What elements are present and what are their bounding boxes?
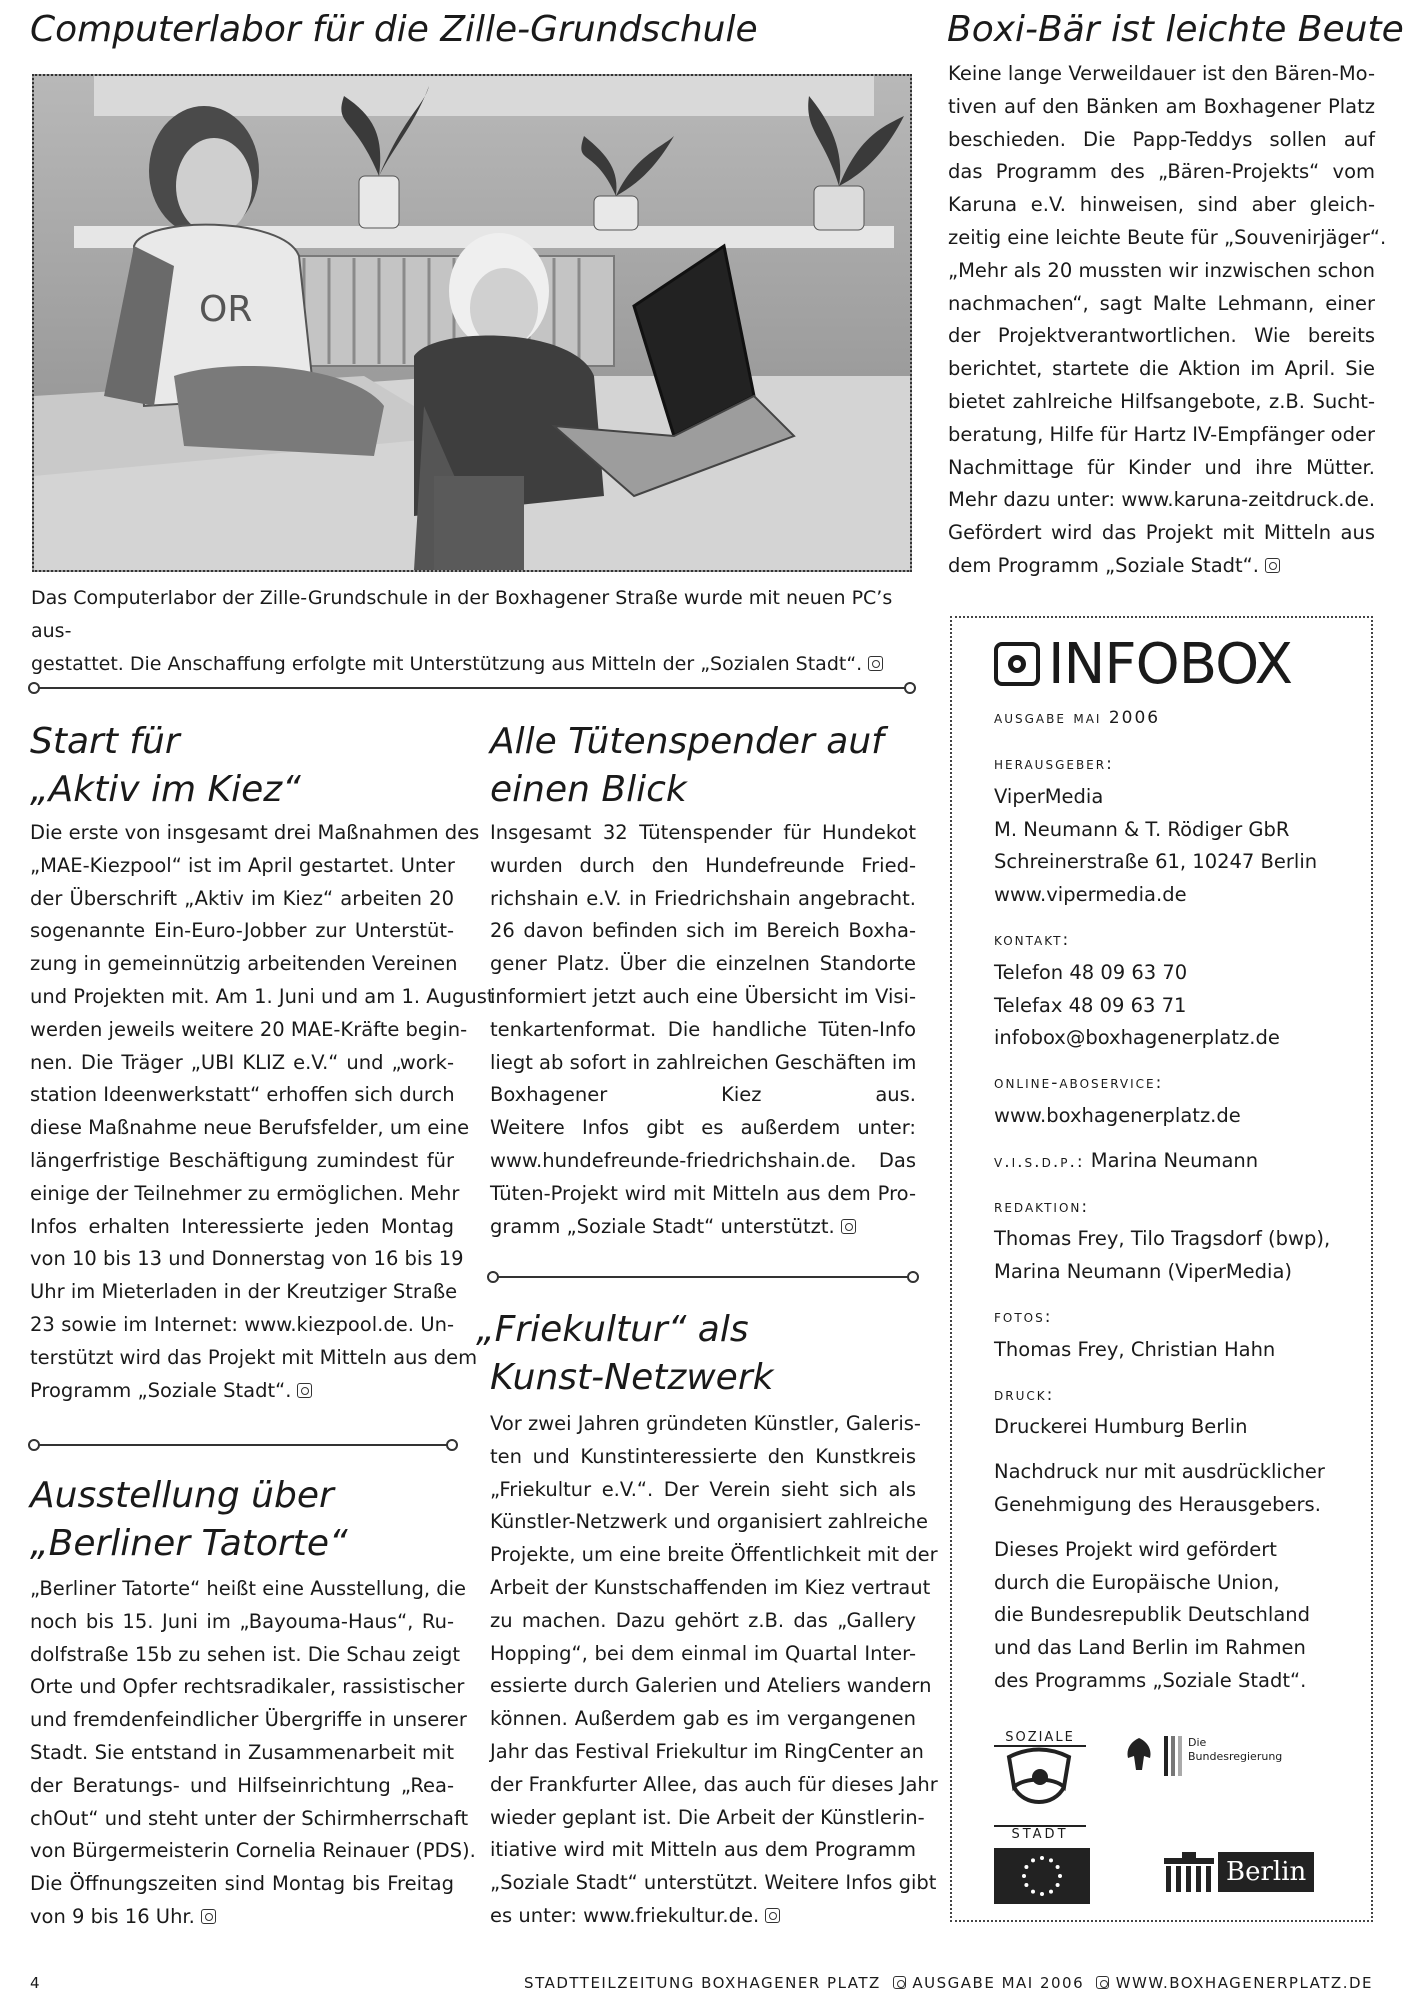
text-line: beschieden. Die Papp-Teddys sollen auf [948,127,1375,151]
classroom-photo [32,74,912,572]
text-line: Karuna e.V. hinweisen, sind aber gleich- [948,193,1375,217]
text-line: einige der Teilnehmer zu ermöglichen. Mehr [30,1181,460,1205]
text-line: Marina Neumann (ViperMedia) [994,1260,1293,1284]
text-line: von 10 bis 13 und Donnerstag von 16 bis 19 [30,1247,464,1271]
text-line: zung in gemeinnützig arbeitenden Vereinen [30,952,458,976]
tatorte-title [30,1472,348,1568]
friekultur-body [490,1408,938,1933]
foerderung-block [994,1534,1331,1698]
aktiv-title-line-2: „Aktiv im Kiez“ [30,769,301,810]
text-line: das Programm des „Bären-Projekts“ vom [948,160,1375,184]
aktiv-title-line-1: Start für [30,721,180,762]
tatorte-title-line-1: Ausstellung über [30,1475,334,1516]
text-line: Weitere Infos gibt es außerdem unter: [490,1116,916,1140]
text-line: Thomas Frey, Tilo Tragsdorf (bwp), [994,1227,1331,1251]
text-line: Orte und Opfer rechtsradikaler, rassistischer [30,1675,465,1699]
text-line: berichtet, startete die Aktion im April. Sie [948,357,1375,381]
text-line: von 9 bis 16 Uhr. [30,1901,454,1934]
fotos-label: fotos: [994,1306,1053,1327]
publisher-block [994,781,1331,912]
footer-separator-icon [1096,1976,1109,1989]
text-line: essierte durch Galerien und Ateliers wandern [490,1674,932,1698]
friekultur-title-line-1: „Friekultur“ als [476,1309,749,1350]
text-line: infobox@boxhagenerplatz.de [994,1026,1280,1050]
infobox-logo-icon [994,642,1040,686]
photo-illustration [34,76,910,570]
text-line: von Bürgermeisterin Cornelia Reinauer (PDS). [30,1839,476,1863]
federal-eagle-icon [1122,1736,1156,1776]
infobox-edition: ausgabe mai 2006 [994,708,1161,728]
text-line: Telefon 48 09 63 70 [994,960,1188,984]
footer-left: STADTTEILZEITUNG BOXHAGENER PLATZ [524,1974,881,1992]
text-line: station Ideenwerkstatt“ erhoffen sich durch [30,1083,455,1107]
text-line: 23 sowie im Internet: www.kiezpool.de. Un- [30,1312,454,1336]
text-line: dem Programm „Soziale Stadt“. [948,550,1375,583]
text-line: www.boxhagenerplatz.de [994,1103,1241,1127]
infobox-title: INFOBOX [1048,631,1292,697]
tatorte-body [30,1573,476,1934]
text-line: „MAE-Kiezpool“ ist im April gestartet. Unter [30,853,455,877]
text-line: www.hundefreunde-friedrichshain.de. Das [490,1148,916,1172]
page-number: 4 [30,1974,42,1992]
tatorte-title-line-2: „Berliner Tatorte“ [30,1523,348,1564]
text-line: Projekte, um eine breite Öffentlichkeit mit der [490,1543,938,1567]
text-line: Schreinerstraße 61, 10247 Berlin [994,850,1318,874]
text-line: zu machen. Dazu gehört z.B. das „Gallery [490,1608,916,1632]
text-line: der Beratungs- und Hilfseinrichtung „Rea- [30,1773,454,1797]
tueten-title [490,718,884,814]
text-line: dolfstraße 15b zu sehen ist. Die Schau zeigt [30,1642,460,1666]
text-line: Mehr dazu unter: www.karuna-zeitdruck.de. [948,488,1376,512]
text-line: des Programms „Soziale Stadt“. [994,1668,1307,1692]
contact-label: kontakt: [994,929,1071,950]
text-line: „Friekultur e.V.“. Der Verein sieht sich als [490,1477,916,1501]
brandenburg-gate-icon [1164,1852,1214,1892]
aktiv-body [30,817,495,1407]
aktiv-title [30,718,301,814]
text-line: zeitig eine leichte Beute für „Souvenirjäger“. [948,225,1387,249]
text-line: Programm „Soziale Stadt“. [30,1375,454,1408]
text-line: 26 davon befinden sich im Bereich Boxha- [490,919,916,943]
text-line: und Projekten mit. Am 1. Juni und am 1. August [30,984,495,1008]
text-line: Gefördert wird das Projekt mit Mitteln aus [948,521,1375,545]
text-line: die Bundesrepublik Deutschland [994,1603,1311,1627]
text-line: Vor zwei Jahren gründeten Künstler, Galeris- [490,1412,921,1435]
text-line: Uhr im Mieterladen in der Kreutziger Straße [30,1280,458,1304]
soziale-logo-bottom: STADT [994,1825,1086,1842]
text-line: gramm „Soziale Stadt“ unterstützt. [490,1211,916,1244]
text-line: Hopping“, bei dem einmal im Quartal Inter- [490,1641,916,1665]
section-divider [38,1444,448,1446]
photo-caption [31,582,915,680]
boxi-body [948,58,1387,583]
article-end-mark-icon [297,1383,312,1398]
photo-caption-line-1: Das Computerlabor der Zille-Grundschule in der Boxhagener Straße wurde mit neuen PC’s aus- [31,587,893,642]
text-line: liegt ab sofort in zahlreichen Geschäften im [490,1050,917,1074]
text-line: wurden durch den Hundefreunde Fried- [490,853,916,877]
text-line: Telefax 48 09 63 71 [994,993,1187,1017]
text-line: Druckerei Humburg Berlin [994,1415,1248,1439]
druck-block [994,1411,1331,1444]
contact-block [994,957,1331,1055]
text-line: Künstler-Netzwerk und organisiert zahlreiche [490,1510,928,1534]
infobox [950,616,1373,1922]
bundesregierung-die: Die [1188,1735,1207,1749]
text-line: Thomas Frey, Christian Hahn [994,1337,1276,1361]
svg-text:OR: OR [199,289,253,330]
friekultur-title [476,1306,773,1402]
text-line: „Mehr als 20 mussten wir inzwischen schon [948,258,1375,282]
article-end-mark-icon [1265,558,1280,573]
text-line: Arbeit der Kunstschaffenden im Kiez vertraut [490,1575,931,1599]
soziale-stadt-logo [994,1730,1086,1842]
eu-flag [994,1848,1090,1904]
footer-right: WWW.BOXHAGENERPLATZ.DE [1115,1974,1373,1992]
text-line: tiven auf den Bänken am Boxhagener Platz [948,94,1375,118]
druck-label: druck: [994,1384,1055,1405]
text-line: und fremdenfeindlicher Übergriffe in unserer [30,1708,467,1732]
text-line: Keine lange Verweildauer ist den Bären-Mo- [948,62,1375,85]
text-line: www.vipermedia.de [994,883,1187,907]
text-line: der Frankfurter Allee, das auch für dieses Jahr [490,1772,938,1796]
sponsor-logos [994,1730,1331,1920]
infobox-title-row [994,632,1331,696]
berlin-logo [1164,1852,1314,1892]
page-footer [30,1974,1373,1992]
publisher-label: herausgeber: [994,754,1114,774]
text-line: Genehmigung des Herausgebers. [994,1492,1321,1516]
footer-separator-icon [893,1976,906,1989]
visdp-row [994,1145,1331,1179]
text-line: wieder geplant ist. Die Arbeit der Künstlerin- [490,1805,925,1829]
abo-label: online-aboservice: [994,1073,1164,1094]
text-line: es unter: www.friekultur.de. [490,1900,916,1933]
bundesregierung-logo [1122,1736,1282,1776]
text-line: Nachmittage für Kinder und ihre Mütter. [948,455,1375,479]
text-line: noch bis 15. Juni im „Bayouma-Haus“, Ru- [30,1609,454,1633]
text-line: längerfristige Beschäftigung zumindest für [30,1148,454,1172]
text-line: M. Neumann & T. Rödiger GbR [994,817,1290,841]
text-line: „Berliner Tatorte“ heißt eine Ausstellung, die [30,1577,467,1600]
redaktion-label: redaktion: [994,1196,1090,1217]
article-end-mark-icon [868,656,883,671]
text-line: chOut“ und steht unter der Schirmherrschaft [30,1806,469,1830]
soziale-stadt-icon [994,1747,1086,1821]
text-line: Die erste von insgesamt drei Maßnahmen des [30,821,480,844]
text-line: itiative wird mit Mitteln aus dem Programm [490,1838,916,1862]
text-line: und das Land Berlin im Rahmen [994,1636,1306,1660]
text-line: bietet zahlreiche Hilfsangebote, z.B. Sucht- [948,389,1375,413]
text-line: Infos erhalten Interessierte jeden Montag [30,1214,454,1238]
text-line: Jahr das Festival Friekultur im RingCenter an [490,1739,924,1763]
text-line: Boxhagener Kiez aus. [490,1083,916,1107]
eu-stars-icon [1020,1854,1064,1898]
text-line: nen. Die Träger „UBI KLIZ e.V.“ und „work- [30,1050,454,1074]
photo-caption-line-2: gestattet. Die Anschaffung erfolgte mit Unterstützung aus Mitteln der „Sozialen Stadt“. [31,652,863,675]
text-line: Insgesamt 32 Tütenspender für Hundekot [490,821,916,844]
article-end-mark-icon [765,1908,780,1923]
text-line: Dieses Projekt wird gefördert [994,1537,1277,1561]
article-end-mark-icon [201,1909,216,1924]
text-line: Tüten-Projekt wird mit Mitteln aus dem Pro- [490,1181,916,1205]
abo-block [994,1100,1331,1133]
article-end-mark-icon [841,1219,856,1234]
text-line: der Projektverantwortlichen. Wie bereits [948,324,1375,348]
text-line: werden jeweils weitere 20 MAE-Kräfte begin- [30,1017,468,1041]
tueten-body [490,817,916,1243]
berlin-wordmark: Berlin [1218,1852,1314,1892]
soziale-logo-top: SOZIALE [994,1730,1086,1747]
photo-article-title: Computerlabor für die Zille-Grundschule [30,9,758,50]
fotos-block [994,1334,1331,1367]
text-line: diese Maßnahme neue Berufsfelder, um eine [30,1116,470,1140]
bundesregierung-name: Bundesregierung [1188,1749,1283,1763]
redaktion-block [994,1223,1331,1289]
tueten-title-line-2: einen Blick [490,769,687,810]
text-line: Stadt. Sie entstand in Zusammenarbeit mit [30,1740,454,1764]
footer-text [524,1974,1373,1992]
text-line: können. Außerdem gab es im vergangenen [490,1707,916,1731]
nachdruck-block [994,1456,1331,1522]
friekultur-title-line-2: Kunst-Netzwerk [490,1357,774,1398]
visdp-value: Marina Neumann [1090,1148,1259,1172]
text-line: terstützt wird das Projekt mit Mitteln aus dem [30,1345,478,1369]
text-line: nachmachen“, sagt Malte Lehmann, einer [948,291,1375,315]
text-line: informiert jetzt auch eine Übersicht im Visi- [490,984,916,1008]
footer-middle: AUSGABE MAI 2006 [912,1974,1085,1992]
boxi-title: Boxi-Bär ist leichte Beute [947,9,1404,50]
text-line: der Überschrift „Aktiv im Kiez“ arbeiten 20 [30,886,454,910]
text-line: ViperMedia [994,784,1104,808]
text-line: sogenannte Ein-Euro-Jobber zur Unterstüt- [30,919,454,943]
text-line: durch die Europäische Union, [994,1570,1280,1594]
text-line: ten und Kunstinteressierte den Kunstkreis [490,1444,916,1468]
text-line: Nachdruck nur mit ausdrücklicher [994,1460,1325,1484]
section-divider [497,1276,909,1278]
text-line: beratung, Hilfe für Hartz IV-Empfänger oder [948,422,1375,446]
visdp-label: v.i.s.d.p.: [994,1151,1085,1172]
text-line: gener Platz. Über die einzelnen Standorte [490,952,916,976]
text-line: tenkartenformat. Die handliche Tüten-Info [490,1017,916,1041]
text-line: „Soziale Stadt“ unterstützt. Weitere Infos gibt [490,1871,937,1895]
tueten-title-line-1: Alle Tütenspender auf [490,721,884,762]
section-divider [38,687,906,689]
text-line: Die Öffnungszeiten sind Montag bis Freitag [30,1872,454,1896]
text-line: richshain e.V. in Friedrichshain angebracht. [490,886,916,910]
